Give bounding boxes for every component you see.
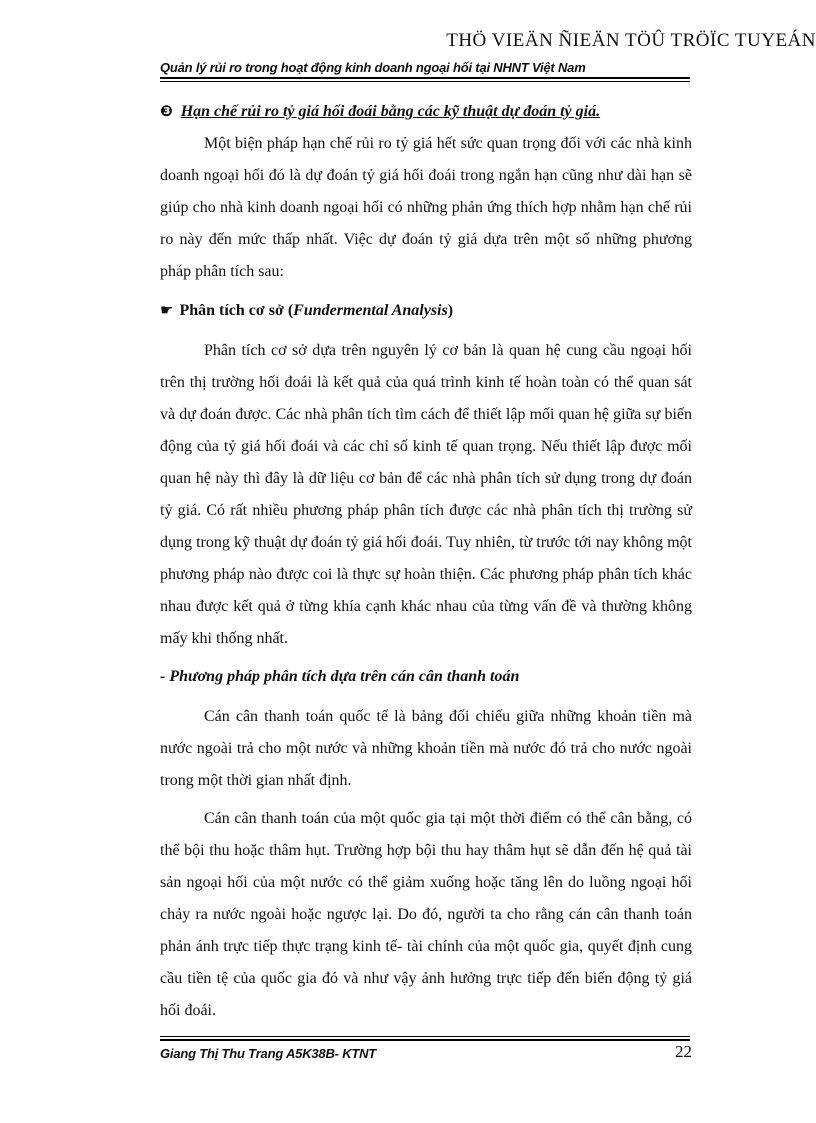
header-divider (160, 77, 690, 82)
section-number-icon: ❸ (160, 102, 173, 120)
footer-author: Giang Thị Thu Trang A5K38B- KTNT (160, 1046, 377, 1061)
section-title: Hạn chế rủi ro tỷ giá hối đoái bằng các kỹ thuật dự đoán tỷ giá. (180, 103, 601, 120)
method-heading: - Phương pháp phân tích dựa trên cán cân thanh toán (160, 668, 520, 685)
method-paragraph-2: Cán cân thanh toán của một quốc gia tại một thời điểm có thể cân bằng, có thể bội thu hoặc thâm hụt. Trường hợp bội thu hay thâm hụt sẽ dẫn đến hệ quả tài sản ngoại hối của một nước có thể giảm xuống hoặc tăng lên do luồng ngoại hối chảy ra nước ngoài hoặc ngược lại. Do đó, người ta cho rằng cán cân thanh toán phản ánh trực tiếp thực trạng kinh tế- tài chính của một quốc gia, quyết định cung cầu tiền tệ của quốc gia đó và như vậy ảnh hưởng trực tiếp đến biến động tỷ giá hối đoái. (160, 810, 692, 1019)
fundamental-paragraph: Phân tích cơ sở dựa trên nguyên lý cơ bản là quan hệ cung cầu ngoại hối trên thị trường hối đoái là kết quả của quá trình kinh tế hoàn toàn có thể quan sát và dự đoán được. Các nhà phân tích tìm cách để thiết lập mối quan hệ giữa sự biến động của tỷ giá hối đoái và các chỉ số kinh tế quan trọng. Nếu thiết lập được mối quan hệ này thì đây là dữ liệu cơ bản để các nhà phân tích sử dụng trong dự đoán tỷ giá. Có rất nhiều phương pháp phân tích được các nhà phân tích thị trường sử dụng trong kỹ thuật dự đoán tỷ giá hối đoái. Tuy nhiên, từ trước tới nay không một phương pháp nào được coi là thực sự hoàn thiện. Các phương pháp phân tích khác nhau được kết quả ở từng khía cạnh khác nhau của từng vấn đề và thường không mấy khi thống nhất. (160, 342, 692, 647)
running-header: Quản lý rủi ro trong hoạt động kinh doanh ngoại hối tại NHNT Việt Nam (160, 60, 586, 75)
subsection-title-prefix: Phân tích cơ sở ( (179, 302, 294, 319)
page-number: 22 (675, 1042, 692, 1061)
subsection-title-italic: Fundermental Analysis (293, 302, 448, 319)
subsection-title-suffix: ) (447, 302, 454, 319)
subsection-heading (160, 294, 692, 327)
pointing-hand-icon: ☛ (160, 301, 174, 319)
method-paragraph-1: Cán cân thanh toán quốc tế là bảng đối chiếu giữa những khoản tiền mà nước ngoài trả cho một nước và những khoản tiền mà nước đó trả cho nước ngoài trong một thời gian nhất định. (160, 708, 692, 789)
page-body (160, 95, 692, 1033)
intro-paragraph: Một biện pháp hạn chế rủi ro tỷ giá hết sức quan trọng đối với các nhà kinh doanh ngoại hối đó là dự đoán tỷ giá hối đoái trong ngắn hạn cũng như dài hạn sẽ giúp cho nhà kinh doanh ngoại hối có những phản ứng thích hợp nhằm hạn chế rủi ro này đến mức thấp nhất. Việc dự đoán tỷ giá dựa trên một số những phương pháp phân tích sau: (160, 135, 692, 280)
section-heading (160, 95, 692, 128)
footer-divider (160, 1036, 690, 1041)
watermark-text: THÖ VIEÄN ÑIEÄN TÖÛ TRÖÏC TUYEÁN (446, 30, 816, 51)
